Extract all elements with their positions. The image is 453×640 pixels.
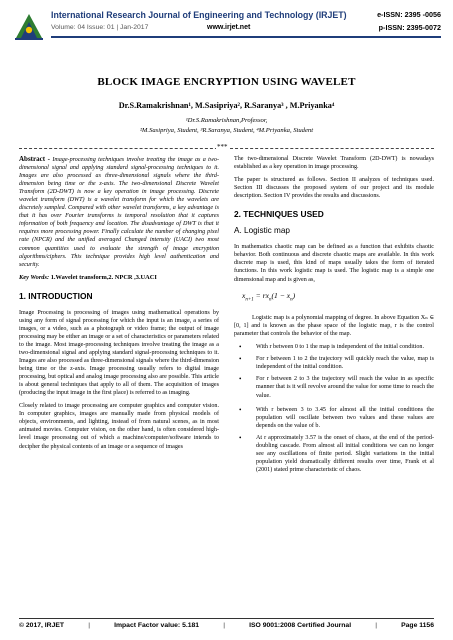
footer-iso: ISO 9001:2008 Certified Journal [249, 622, 352, 629]
logistic-map-heading: A. Logistic map [234, 226, 290, 236]
divider-marker: *** [217, 143, 228, 151]
eq-close: ) [292, 290, 296, 300]
volume-issue: Volume: 04 Issue: 01 | Jan-2017 [51, 24, 149, 31]
footer-rule [19, 618, 434, 619]
bullet-icon: • [239, 405, 242, 414]
bullet-icon: • [239, 375, 242, 384]
affiliation-line-2: ²M.Sasipriya, Student, ³R.Saranya, Student, ⁴M.Priyanka, Student [139, 127, 314, 134]
header-rule [51, 36, 441, 38]
logistic-map-equation [242, 292, 434, 305]
list-item [234, 343, 434, 351]
list-item-text: For r between 2 to 3 the trajectory will reach the value in as specific manner that is it will revolve around the value for some time to reach the value. [256, 376, 434, 399]
chaotic-map-paragraph: In mathematics chaotic map can be defined as a function that exhibits chaotic behavior. Both continuous and discrete chaotic maps are available. In this work discrete map is used, this kind of maps usually takes the form of iterated functions. In this work logistic map is used. The logistic map is a simple one dimensional map and is given as, [234, 244, 434, 283]
techniques-heading: 2. TECHNIQUES USED [234, 209, 324, 220]
introduction-heading: 1. INTRODUCTION [19, 290, 93, 301]
journal-website-link[interactable]: www.irjet.net [207, 24, 251, 31]
page-footer [19, 622, 434, 629]
abstract-text: Image-processing techniques involve treating the image as a two-dimensional signal and applying standard signal-processing techniques to it. Images are also processed as three-dimensional signals where the third-dimension being time or the z-axis. The two-dimensional Discrete Wavelet Transform (2D-DWT) is now a key operation in image processing. Discrete wavelet transform (DWT) is a wavelet transform for which the wavelets are discretely sampled. Compared with other wavelet transforms, a key advantage is that it has over Fourier transforms is temporal resolution that it captures information of both frequency and location. The disadvantage of DWT is that it requires more processing power. Finally calculate the number of changing pixel rate (NPCR) and the unified averaged Changed intensity (UACI) two most common quantities used to evaluate the strength of image encryption algorithms/ciphers. This technique provides high level authentication and security. [19, 157, 219, 268]
paper-authors: Dr.S.Ramakrishnan¹, M.Sasipriya², R.Saranya³ , M.Priyanka⁴ [118, 101, 335, 110]
footer-copyright: © 2017, IRJET [19, 622, 65, 629]
list-item-text: With r between 3 to 3.45 for almost all the initial conditions the population will oscillate between two values and these values are depends on the value of b. [256, 406, 434, 429]
bullet-icon: • [239, 433, 242, 442]
eq-mid-sub: n [269, 297, 272, 303]
footer-impact-factor: Impact Factor value: 5.181 [114, 622, 200, 629]
affiliation-line-1: ¹Dr.S.Ramakrishnan,Professor, [185, 117, 268, 124]
journal-header [13, 10, 440, 50]
bullet-icon: • [239, 343, 242, 352]
keywords [19, 274, 219, 282]
footer-separator: | [223, 622, 225, 629]
logistic-behavior-list [234, 343, 434, 474]
keywords-label: Key Words: [19, 273, 50, 281]
eq-rhs-sub: n [290, 297, 293, 303]
eq-lhs: x [242, 290, 246, 300]
list-item [234, 355, 434, 371]
abstract [19, 155, 219, 269]
keywords-values: 1.Wavelet transform,2. NPCR ,3.UACI [50, 273, 157, 281]
footer-separator: | [88, 622, 90, 629]
introduction-paragraph-2: Closely related to image processing are computer graphics and computer vision. In computer graphics, images are manually made from physical models of objects, environments, and lighting, instead of from natural scenes, as in most animated movies. Computer vision, on the other hand, is often considered high-level image processing out of which a machine/computer/software intends to decipher the physical contents of an image or a sequence of images [19, 403, 219, 450]
structure-paragraph: The paper is structured as follows. Section II analyzes of techniques used. Section III discusses the proposed system of our project and its module description. Section IV provides the results and discussions. [234, 177, 434, 200]
paper-title: BLOCK IMAGE ENCRYPTION USING WAVELET [97, 76, 356, 88]
eq-lhs-sub: n+1 [245, 297, 254, 303]
introduction-paragraph-1: Image Processing is processing of images using mathematical operations by using any form of signal processing for which the input is an image, a series of images, or a video, such as a photograph or video frame; the output of image processing may be either an image or a set of characteristics or parameters related to the image. Most image-processing techniques involve treating the image as a two-dimensional signal and applying standard signal-processing techniques to it. Images are also processed as three-dimensional signals where the third-dimension being time or the z-axis. Image processing usually refers to digital image processing, but optical and analog image processing also are possible. This article is about general techniques that apply to all of them. The acquisition of images (producing the input image in the first place) is referred to as imaging. [19, 309, 219, 397]
eissn: e-ISSN: 2395 -0056 [377, 10, 441, 19]
list-item-text: For r between 1 to 2 the trajectory will quickly reach the value, map is independent of the initial condition. [256, 356, 434, 371]
dwt-paragraph: The two-dimensional Discrete Wavelet Transform (2D-DWT) is nowadays established as a key operation in image processing. [234, 156, 434, 171]
list-item-text: With r between 0 to 1 the map is independent of the initial condition. [256, 344, 424, 351]
pissn: p-ISSN: 2395-0072 [378, 23, 441, 32]
journal-title: International Research Journal of Engineering and Technology (IRJET) [51, 10, 347, 20]
footer-page-number: Page 1156 [401, 622, 434, 629]
right-column [234, 155, 434, 478]
eq-mid: = rx [253, 290, 269, 300]
abstract-label: Abstract - [19, 155, 50, 163]
eq-rhs: (1 − x [271, 290, 291, 300]
bullet-icon: • [239, 355, 242, 364]
list-item [234, 434, 434, 474]
list-item [234, 406, 434, 430]
footer-separator: | [375, 622, 377, 629]
list-item-text: At r approximately 3.57 is the onset of chaos, at the end of the period-doubling cascade. From almost all initial conditions we can no longer see any oscillations of finite period. Slight variations in the initial population yield dramatically different results over time, Frank et al (2001) stated prime characteristic of chaos. [256, 434, 434, 473]
list-item [234, 375, 434, 399]
irjet-logo-icon [13, 10, 45, 42]
logistic-description-paragraph: Logistic map is a polynomial mapping of degree. In above Equation Xₙ ∈ [0, 1] and is known as the phase space of the logistic map, r is the control parameter that controls the behavior of the map. [234, 315, 434, 338]
left-column [19, 155, 219, 456]
